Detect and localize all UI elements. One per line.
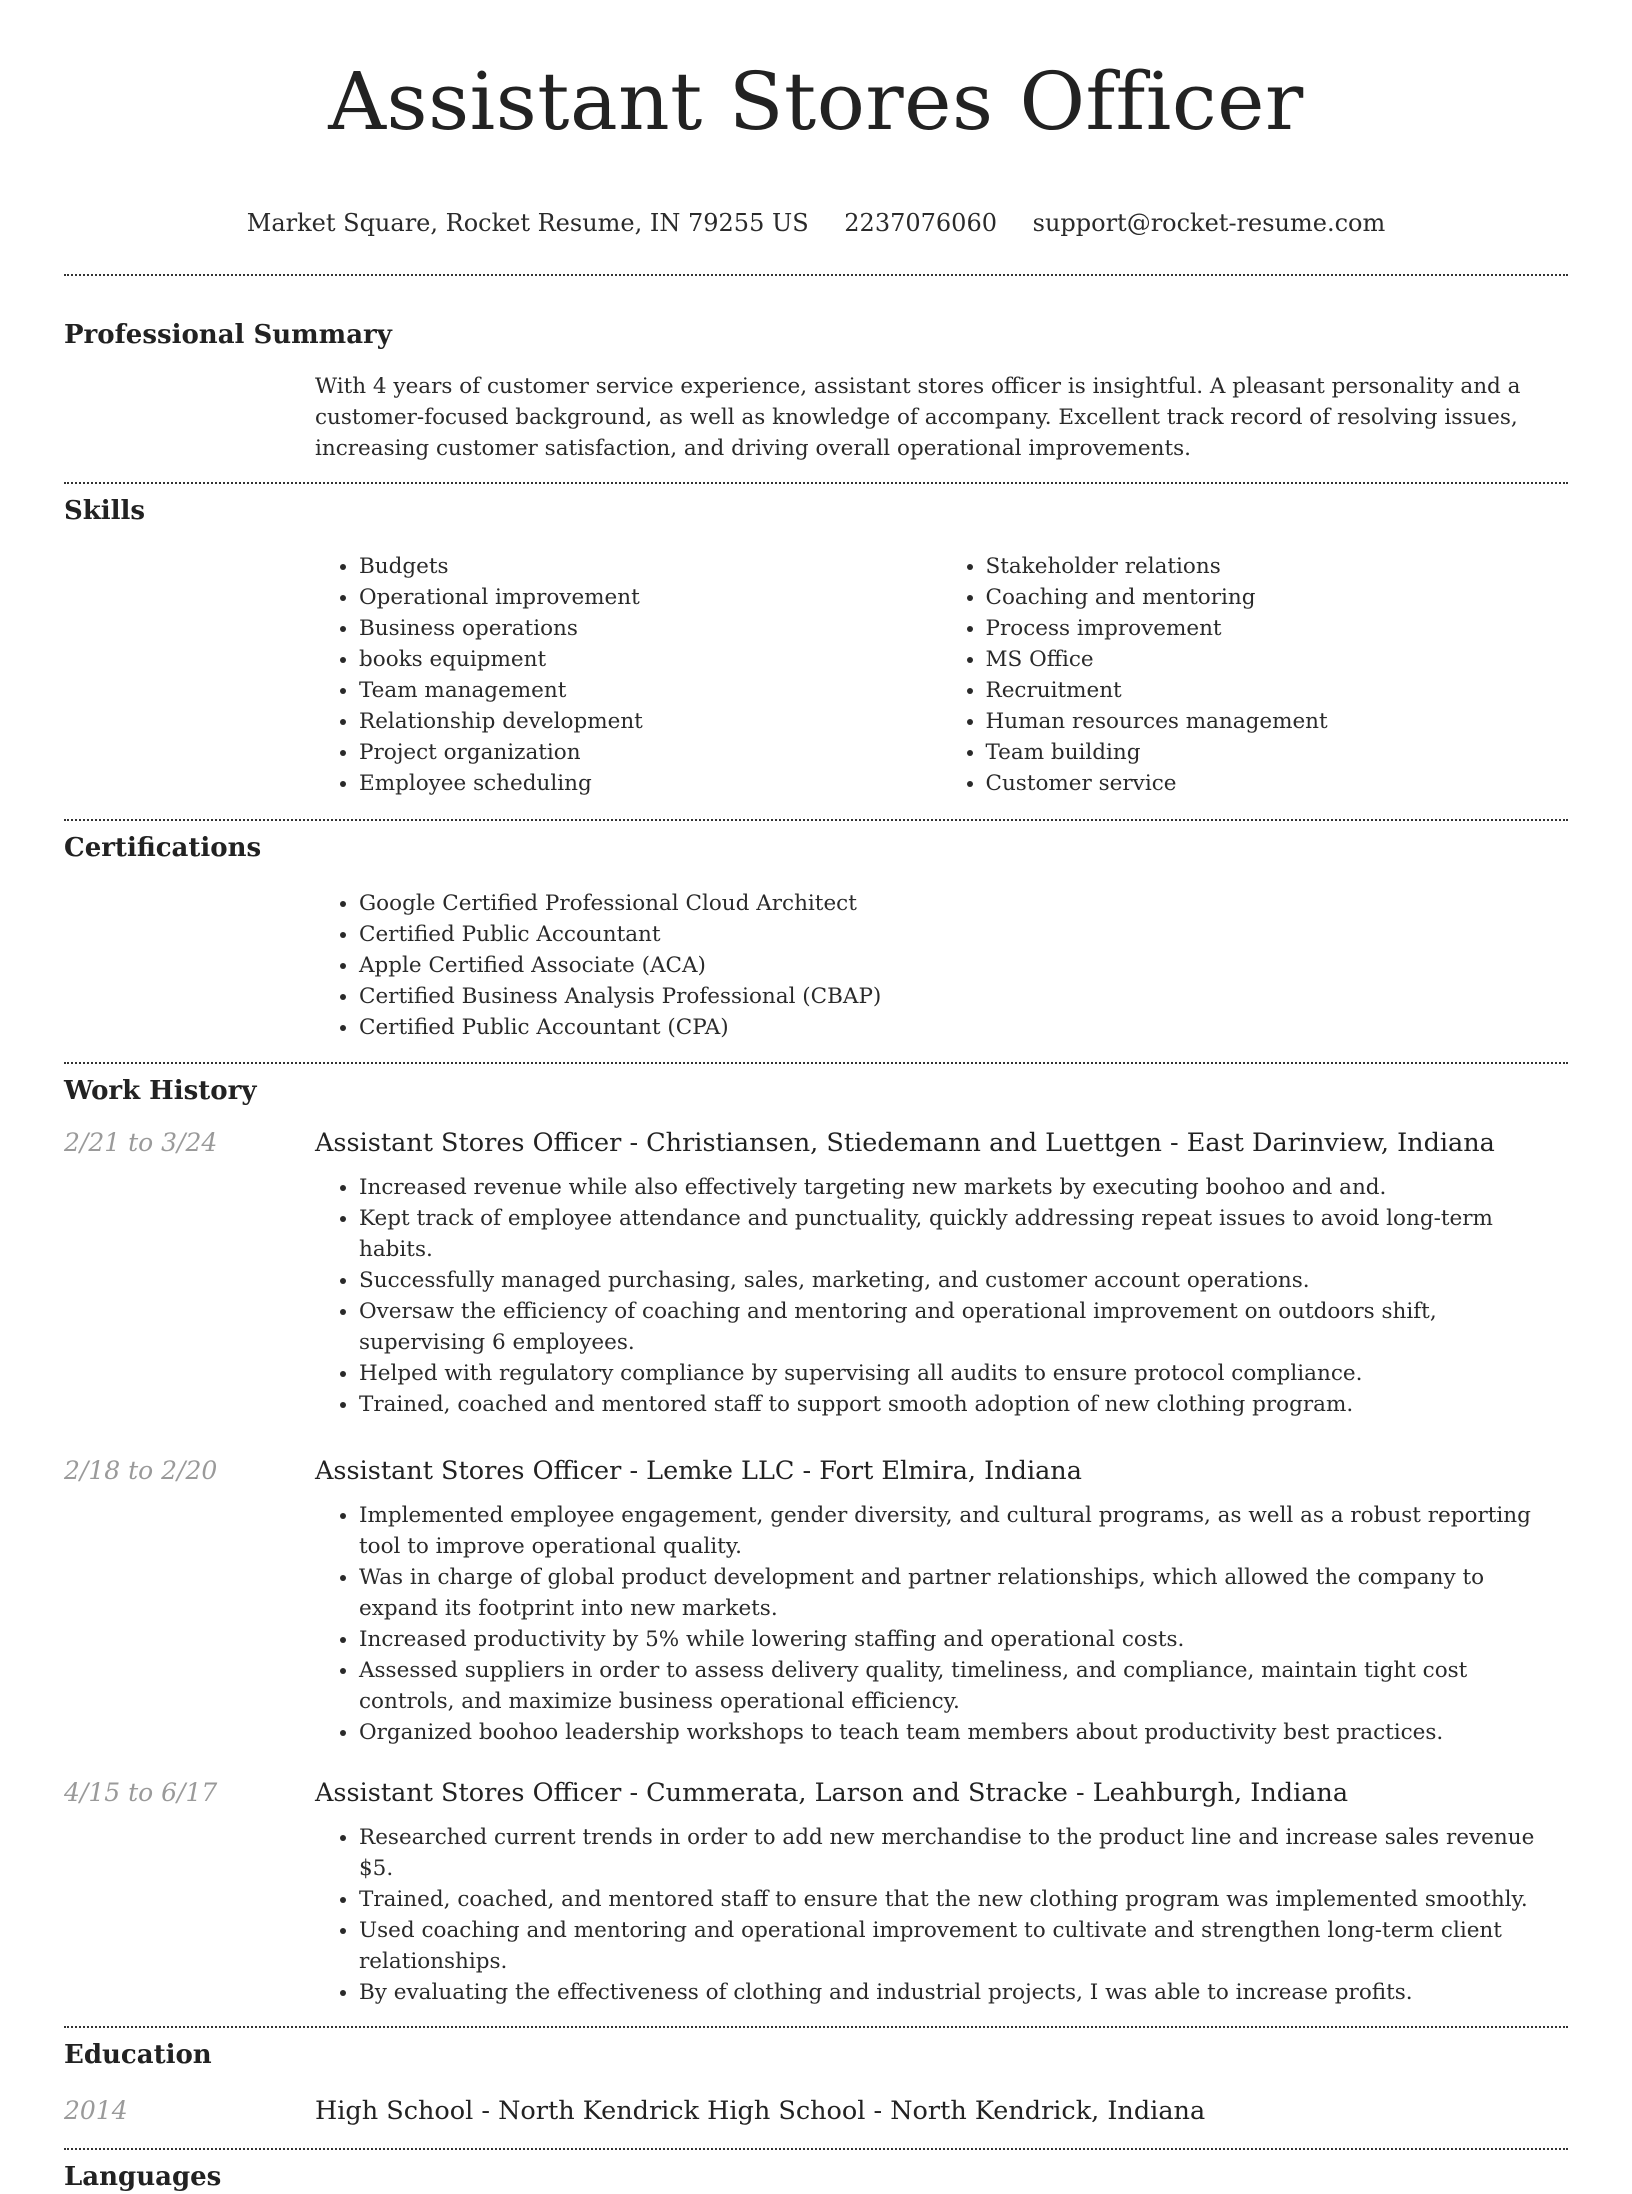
job-bullet: • Kept track of employee attendance and punctuality, quickly addressing repeat issues to avoid long-term habits. [359, 1203, 1568, 1265]
skill-item: • Stakeholder relations [986, 551, 1569, 582]
skill-item: • Process improvement [986, 613, 1569, 644]
job-header [64, 1778, 1568, 1808]
divider [64, 819, 1568, 821]
job-bullet: • Helped with regulatory compliance by supervising all audits to ensure protocol compliance. [359, 1358, 1568, 1389]
skill-item: • Operational improvement [359, 582, 942, 613]
divider [64, 482, 1568, 484]
skill-item: • Relationship development [359, 706, 942, 737]
job-bullet: • By evaluating the effectiveness of clothing and industrial projects, I was able to increase profits. [359, 1977, 1568, 2008]
job-bullet: • Assessed suppliers in order to assess delivery quality, timeliness, and compliance, maintain tight cost controls, and maximize business operational efficiency. [359, 1655, 1568, 1717]
skills-left-column [315, 551, 942, 799]
skill-item: • Employee scheduling [359, 768, 942, 799]
job-dates: 2/21 to 3/24 [64, 1128, 218, 1157]
skills-section [64, 494, 1568, 799]
contact-line [64, 206, 1568, 240]
job-bullet: • Successfully managed purchasing, sales, marketing, and customer account operations. [359, 1265, 1568, 1296]
skill-item: • Customer service [986, 768, 1569, 799]
job-list [64, 1128, 1568, 2008]
job-title: Assistant Stores Officer - Lemke LLC - Fort Elmira, Indiana [315, 1456, 1082, 1486]
skill-item: • Human resources management [986, 706, 1569, 737]
section-title-education: Education [64, 2040, 212, 2070]
contact-email: support@rocket-resume.com [1032, 209, 1386, 237]
skills-list [315, 551, 1568, 799]
job-bullet: • Increased revenue while also effectively targeting new markets by executing boohoo and and. [359, 1172, 1568, 1203]
job-bullet: • Was in charge of global product development and partner relationships, which allowed the company to expand its footprint into new markets. [359, 1562, 1568, 1624]
job-bullet: • Increased productivity by 5% while lowering staffing and operational costs. [359, 1624, 1568, 1655]
skill-item: • Recruitment [986, 675, 1569, 706]
skill-item: • MS Office [986, 644, 1569, 675]
job-bullet: • Used coaching and mentoring and operational improvement to cultivate and strengthen long-term client relationships. [359, 1915, 1568, 1977]
divider [64, 274, 1568, 276]
skill-item: • Business operations [359, 613, 942, 644]
job-title: Assistant Stores Officer - Christiansen, Stiedemann and Luettgen - East Darinview, Indiana [315, 1128, 1495, 1158]
certifications-list [315, 888, 1568, 1043]
skill-item: • Budgets [359, 551, 942, 582]
job-bullets [315, 1500, 1568, 1748]
summary-text: With 4 years of customer service experience, assistant stores officer is insightful. A pleasant personality and a customer-focused background, as well as knowledge of accompany. Excellent track record of resolving issues, increasing customer satisfaction, and driving overall operational improvements. [315, 374, 1521, 461]
job-bullet: • Trained, coached, and mentored staff to ensure that the new clothing program was implemented smoothly. [359, 1884, 1568, 1915]
education-year: 2014 [64, 2096, 128, 2125]
job-header [64, 1456, 1568, 1486]
job-bullet: • Implemented employee engagement, gender diversity, and cultural programs, as well as a robust reporting tool to improve operational quality. [359, 1500, 1568, 1562]
job-entry [64, 1456, 1568, 1748]
education-title: High School - North Kendrick High School - North Kendrick, Indiana [315, 2096, 1206, 2126]
divider [64, 1062, 1568, 1064]
job-bullets [315, 1822, 1568, 2008]
job-bullet: • Researched current trends in order to add new merchandise to the product line and increase sales revenue $5. [359, 1822, 1568, 1884]
skill-item: • Team building [986, 737, 1569, 768]
certification-item: • Google Certified Professional Cloud Architect [359, 888, 1568, 919]
job-bullet: • Oversaw the efficiency of coaching and mentoring and operational improvement on outdoors shift, supervising 6 employees. [359, 1296, 1568, 1358]
certifications-section [64, 831, 1568, 1043]
certification-item: • Certified Business Analysis Professional (CBAP) [359, 981, 1568, 1012]
section-title-summary: Professional Summary [64, 320, 392, 350]
job-bullets [315, 1172, 1568, 1420]
job-entry [64, 1778, 1568, 2008]
skill-item: • Project organization [359, 737, 942, 768]
summary-section [64, 318, 1568, 464]
skill-item: • Coaching and mentoring [986, 582, 1569, 613]
section-title-languages: Languages [64, 2162, 222, 2192]
skill-item: • Team management [359, 675, 942, 706]
skill-item: • books equipment [359, 644, 942, 675]
certification-item: • Certified Public Accountant [359, 919, 1568, 950]
job-entry [64, 1128, 1568, 1420]
job-bullet: • Trained, coached and mentored staff to support smooth adoption of new clothing program. [359, 1389, 1568, 1420]
skills-right-column [942, 551, 1569, 799]
work-history-section [64, 1074, 1568, 2008]
job-bullet: • Organized boohoo leadership workshops to teach team members about productivity best practices. [359, 1717, 1568, 1748]
job-header [64, 1128, 1568, 1158]
divider [64, 2148, 1568, 2150]
job-dates: 2/18 to 2/20 [64, 1456, 218, 1485]
education-entry [64, 2096, 1568, 2126]
contact-phone: 2237076060 [844, 209, 997, 237]
section-title-skills: Skills [64, 496, 146, 526]
languages-section [64, 2160, 1568, 2194]
divider [64, 2026, 1568, 2028]
education-section [64, 2038, 1568, 2126]
contact-address: Market Square, Rocket Resume, IN 79255 US [246, 209, 809, 237]
section-title-certifications: Certifications [64, 833, 262, 863]
certification-item: • Certified Public Accountant (CPA) [359, 1012, 1568, 1043]
resume-name: Assistant Stores Officer [328, 55, 1304, 148]
certification-item: • Apple Certified Associate (ACA) [359, 950, 1568, 981]
job-dates: 4/15 to 6/17 [64, 1778, 218, 1807]
section-title-work-history: Work History [64, 1076, 257, 1106]
job-title: Assistant Stores Officer - Cummerata, Larson and Stracke - Leahburgh, Indiana [315, 1778, 1349, 1808]
certification-bullets [315, 888, 1568, 1043]
